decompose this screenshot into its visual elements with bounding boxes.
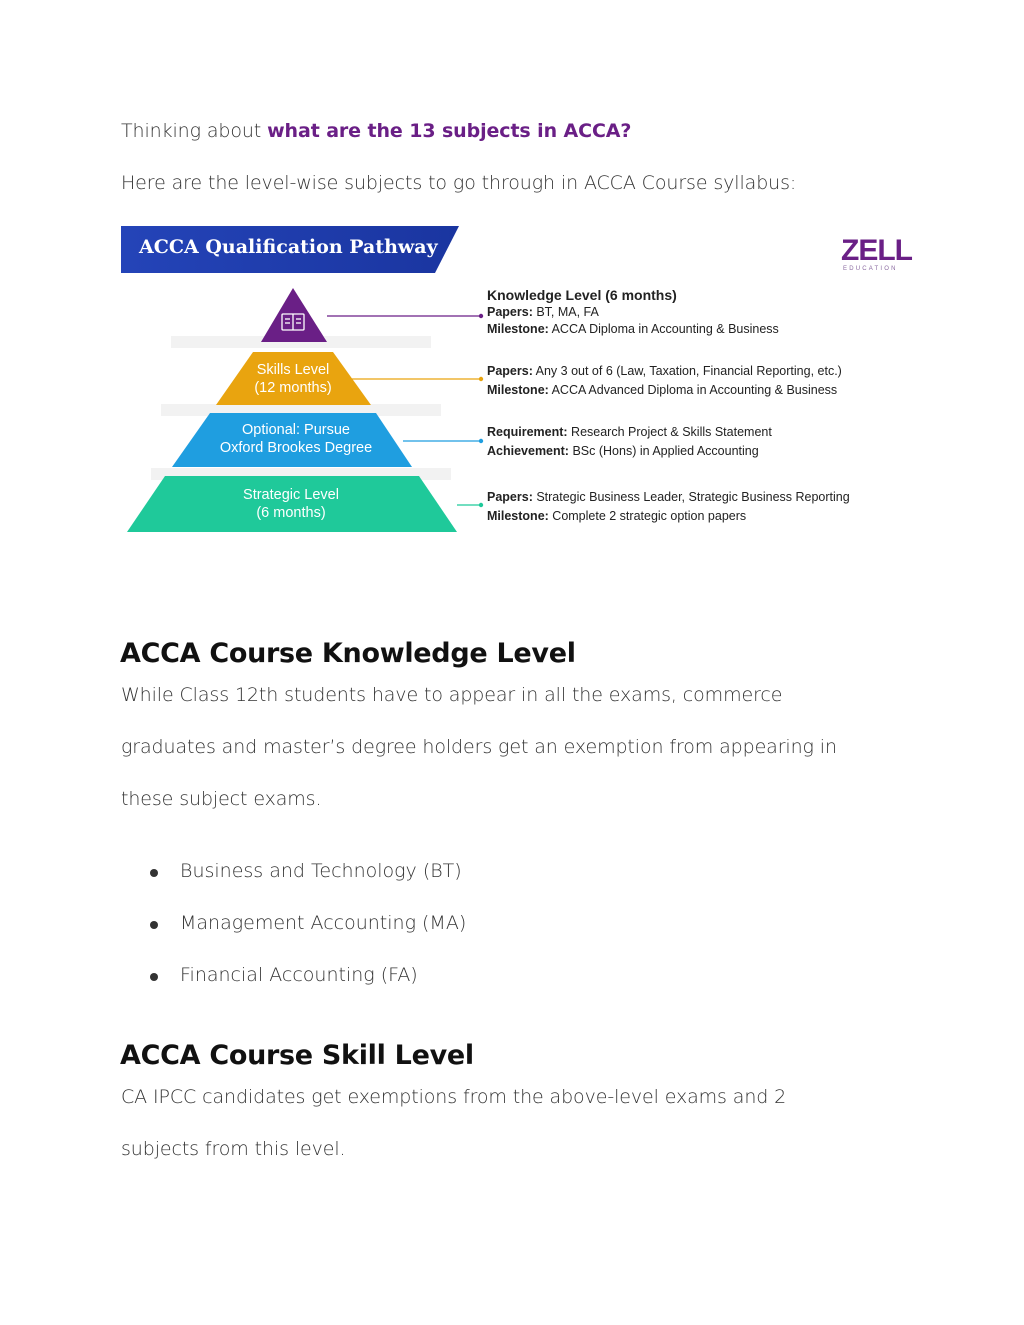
bullet-dot: [150, 973, 158, 981]
info-value: BT, MA, FA: [532, 305, 599, 319]
tier-label-line: Strategic Level: [243, 487, 339, 503]
info-value: Complete 2 strategic option papers: [548, 509, 747, 523]
tier-label-strategic: [216, 486, 366, 522]
tier-label-line: (6 months): [256, 505, 326, 521]
info-key: Milestone:: [487, 322, 549, 336]
info-value: BSc (Hons) in Applied Accounting: [568, 444, 759, 458]
info-skills: [487, 362, 842, 400]
info-key: Achievement:: [487, 444, 569, 458]
tier-knowledge: [261, 288, 327, 342]
info-key: Papers:: [487, 490, 533, 504]
info-value: ACCA Diploma in Accounting & Business: [548, 322, 779, 336]
intro-paragraph: [121, 120, 631, 142]
skill-line-1: CA IPCC candidates get exemptions from the above-level exams and 2: [121, 1086, 787, 1108]
info-key: Milestone:: [487, 509, 549, 523]
info-title: Knowledge Level (6 months): [487, 287, 677, 303]
logo-subtitle: EDUCATION: [843, 266, 898, 272]
knowledge-line-3: these subject exams.: [121, 788, 322, 810]
knowledge-line-2: graduates and master’s degree holders get an exemption from appearing in: [121, 736, 837, 758]
info-key: Requirement:: [487, 425, 568, 439]
intro-line-2: Here are the level-wise subjects to go through in ACCA Course syllabus:: [121, 172, 797, 194]
tier-label-line: Skills Level: [256, 362, 330, 378]
info-value: Strategic Business Leader, Strategic Business Reporting: [532, 490, 850, 504]
banner-title: ACCA Qualification Pathway: [139, 236, 438, 258]
info-value: ACCA Advanced Diploma in Accounting & Business: [548, 383, 838, 397]
info-key: Milestone:: [487, 383, 549, 397]
info-key: Papers:: [487, 305, 533, 319]
tier-label-optional: [201, 421, 391, 457]
logo-text: ZELL: [841, 234, 912, 267]
knowledge-heading: ACCA Course Knowledge Level: [120, 638, 576, 669]
tier-label-line: Optional: Pursue: [241, 422, 350, 438]
bullet-dot: [150, 869, 158, 877]
info-knowledge: [487, 286, 779, 339]
knowledge-line-1: While Class 12th students have to appear in all the exams, commerce: [121, 684, 783, 706]
skill-line-2: subjects from this level.: [121, 1138, 346, 1160]
skill-heading: ACCA Course Skill Level: [120, 1040, 474, 1071]
info-optional: [487, 423, 772, 461]
info-value: Research Project & Skills Statement: [567, 425, 772, 439]
list-item-text: Business and Technology (BT): [180, 860, 462, 882]
bullet-dot: [150, 921, 158, 929]
subjects-link[interactable]: what are the 13 subjects in ACCA?: [267, 120, 632, 142]
list-item-text: Financial Accounting (FA): [180, 964, 418, 986]
intro-prefix: Thinking about: [121, 120, 268, 142]
tier-label-line: Oxford Brookes Degree: [219, 440, 373, 456]
info-value: Any 3 out of 6 (Law, Taxation, Financial Reporting, etc.): [532, 364, 842, 378]
tier-label-line: (12 months): [254, 380, 332, 396]
tier-label-skills: [218, 361, 368, 397]
info-key: Papers:: [487, 364, 533, 378]
acca-pathway-infographic: [121, 224, 912, 542]
list-item-text: Management Accounting (MA): [180, 912, 467, 934]
info-strategic: [487, 488, 850, 526]
